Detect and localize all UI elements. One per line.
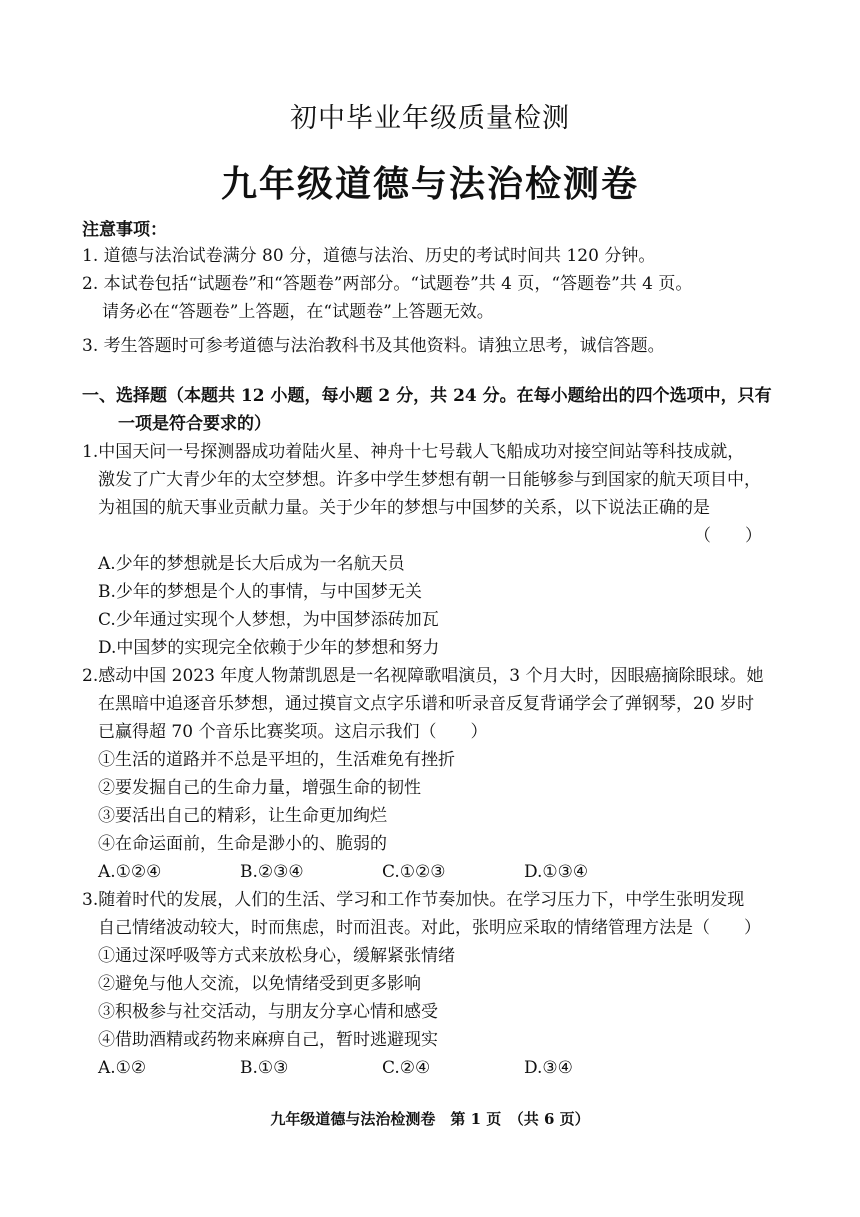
question-3-item: ①通过深呼吸等方式来放松身心，缓解紧张情绪 (98, 946, 455, 966)
notice-line: 2. 本试卷包括“试题卷”和“答题卷”两部分。“试题卷”共 4 页，“答题卷”共 4 页。 (82, 274, 693, 294)
question-2-item: ②要发掘自己的生命力量，增强生命的韧性 (98, 778, 421, 798)
question-2-stem: 已赢得超 70 个音乐比赛奖项。这启示我们（ ） (98, 722, 488, 742)
question-1-option-a: A.少年的梦想就是长大后成为一名航天员 (98, 554, 405, 574)
question-2-option-a: A.①②④ (98, 862, 162, 882)
question-2-option-d: D.①③④ (524, 862, 589, 882)
question-1-option-c: C.少年通过实现个人梦想，为中国梦添砖加瓦 (98, 610, 439, 630)
exam-supertitle: 初中毕业年级质量检测 (290, 103, 570, 134)
question-3-item: ④借助酒精或药物来麻痹自己，暂时逃避现实 (98, 1030, 438, 1050)
question-3-item: ③积极参与社交活动，与朋友分享心情和感受 (98, 1002, 438, 1022)
section-heading: 一、选择题（本题共 12 小题，每小题 2 分，共 24 分。在每小题给出的四个选项中，只有 (82, 386, 772, 406)
exam-title: 九年级道德与法治检测卷 (220, 163, 639, 205)
question-2-option-c: C.①②③ (382, 862, 446, 882)
notice-line: 3. 考生答题时可参考道德与法治教科书及其他资料。请独立思考，诚信答题。 (82, 336, 665, 356)
question-2-stem: 在黑暗中追逐音乐梦想，通过摸盲文点字乐谱和听录音反复背诵学会了弹钢琴，20 岁时 (98, 694, 755, 714)
answer-blank: （ ） (694, 526, 762, 546)
question-1-option-d: D.中国梦的实现完全依赖于少年的梦想和努力 (98, 638, 440, 658)
question-1-option-b: B.少年的梦想是个人的事情，与中国梦无关 (98, 582, 422, 602)
question-3-options (82, 1054, 772, 1082)
question-3-option-b: B.①③ (240, 1058, 289, 1078)
page-footer: 九年级道德与法治检测卷 第 1 页 （共 6 页） (270, 1110, 590, 1128)
notice-heading: 注意事项： (82, 220, 167, 240)
question-2-item: ③要活出自己的精彩，让生命更加绚烂 (98, 806, 387, 826)
question-2-stem: 2.感动中国 2023 年度人物萧凯恩是一名视障歌唱演员，3 个月大时，因眼癌摘除眼球。她 (82, 666, 764, 686)
question-3-option-d: D.③④ (524, 1058, 573, 1078)
section-heading-cont: 一项是符合要求的） (118, 414, 271, 434)
question-3-stem: 自己情绪波动较大，时而焦虑，时而沮丧。对此，张明应采取的情绪管理方法是（ ） (98, 918, 761, 938)
question-2-item: ①生活的道路并不总是平坦的，生活难免有挫折 (98, 750, 455, 770)
question-2-options (82, 858, 772, 886)
exam-body (82, 218, 772, 1082)
question-1-stem: 为祖国的航天事业贡献力量。关于少年的梦想与中国梦的关系，以下说法正确的是 (98, 498, 710, 518)
question-3-option-a: A.①② (98, 1058, 147, 1078)
question-3-option-c: C.②④ (382, 1058, 431, 1078)
question-1-stem: 1.中国天问一号探测器成功着陆火星、神舟十七号载人飞船成功对接空间站等科技成就， (82, 442, 745, 462)
notice-line: 请务必在“答题卷”上答题，在“试题卷”上答题无效。 (102, 302, 494, 322)
question-2-option-b: B.②③④ (240, 862, 304, 882)
question-2-item: ④在命运面前，生命是渺小的、脆弱的 (98, 834, 387, 854)
question-1-stem: 激发了广大青少年的太空梦想。许多中学生梦想有朝一日能够参与到国家的航天项目中， (98, 470, 761, 490)
question-3-item: ②避免与他人交流，以免情绪受到更多影响 (98, 974, 421, 994)
notice-line: 1. 道德与法治试卷满分 80 分，道德与法治、历史的考试时间共 120 分钟。 (82, 246, 656, 266)
question-3-stem: 3.随着时代的发展，人们的生活、学习和工作节奏加快。在学习压力下，中学生张明发现 (82, 890, 745, 910)
